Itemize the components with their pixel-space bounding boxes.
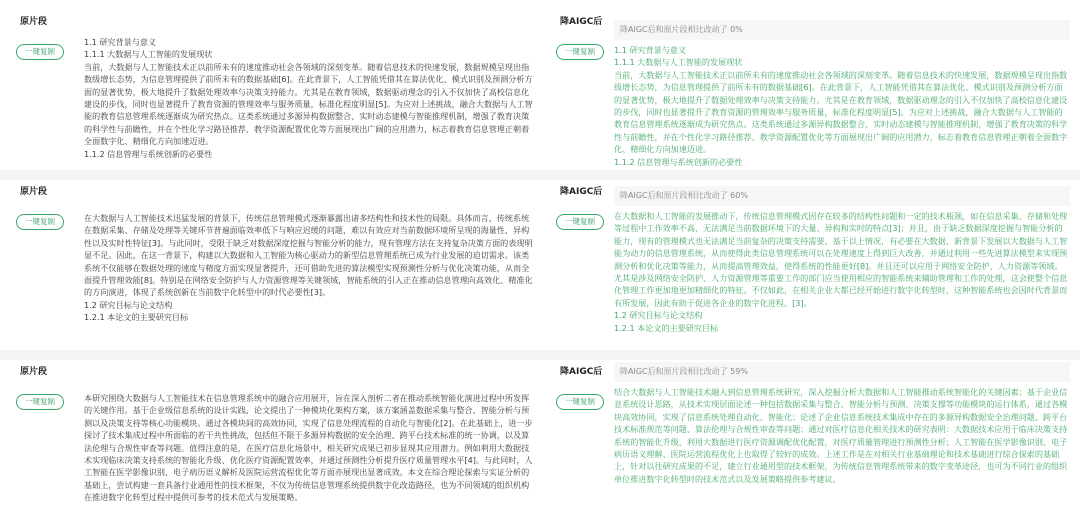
- comparison-row-3: [0, 360, 1080, 531]
- original-panel: [8, 10, 538, 170]
- rewritten-title: 降AIGC后: [560, 187, 603, 197]
- original-title: 原片段: [20, 17, 48, 27]
- original-text: 在大数据与人工智能技术迅猛发展的背景下，传统信息管理模式逐渐暴露出诸多结构性和技术性的局限。具体而言，传统系统在数据采集、存储及处理等关键环节普遍面临效率低下与响应迟缓的问题，难以有效应对当前数据环境所呈现的海量性、异构性以及实时性特征[3]。与此同时，受限于缺乏对数据深度挖掘与智能分析的能力，现有管理方法在支持复杂决策方面的表现明显不足。因此，在这一背景下，构建以大数据和人工智能为核心驱动力的新型信息管理系统已成为行业发展的迫切需求。该类系统不仅能够在数据处理的速度与精度方面实现显著提升，还可借助先进的算法模型实现预测性分析与优化决策功能，从而全面提升管理效能[8]。特别是在网络安全防护与人力资源管理等关键领域，智能系统的引入正在推动信息管理向高效化、精准化的方向演进，体现了系统创新在当前数字化转型中的时代必要性[3]。 1.2 研究目标与论文结构 1.2.1 本论文的主要研究目标: [84, 213, 533, 323]
- row-divider: [0, 350, 1080, 360]
- copy-button[interactable]: 一键复制: [556, 214, 604, 230]
- original-title: 原片段: [20, 187, 48, 197]
- comparison-row-2: [0, 180, 1080, 350]
- rewritten-panel: [548, 10, 1074, 170]
- copy-button[interactable]: 一键复制: [16, 44, 64, 60]
- rewritten-title: 降AIGC后: [560, 367, 603, 377]
- rewritten-panel: [548, 180, 1074, 350]
- rewritten-text: 结合大数据与人工智能技术融入到信息管理系统研究，深入挖掘分析大数据和人工智能推动系统智能化的关键因素；基于企业信息系统设计思路，从技术实现层面论述一种包括数据采集与整合、智能分析与预测、决策支撑等功能模块的运行体系，通过各模块高效协同，实现了信息系统处理自动化、智能化；论述了企业信息系统技术集成中存在的多源异构数据安全治理问题、跨平台技术标准规范等问题、算法伦理与合规性审查等问题；通过对医疗信息化相关技术的研究表明：大数据技术应用于临床决策支持系统的智能化升级，利用大数据进行医疗资源调配优化配置，对医疗质量管理进行预测性分析；人工智能在医学影像识别、电子病历语义理解、医院运营流程优化上也取得了较好的成效。上述工作是在对相关行业基础理论和技术基础进行综合探索的基础上，针对以往研究成果的不足，建立行业通用型的技术框架，为传统信息管理系统带来的数字变革途径，也可为不同行业的组织单位推进数字化转型时的技术范式以及发展策略提供参考建议。: [614, 387, 1068, 484]
- row-divider: [0, 170, 1080, 180]
- original-panel: [8, 360, 538, 531]
- copy-button[interactable]: 一键复制: [556, 394, 604, 410]
- copy-button[interactable]: 一键复制: [16, 394, 64, 410]
- rewritten-text: 1.1 研究背景与意义 1.1.1 大数据与人工智能的发展现状 当前，大数据与人工智能技术正以前所未有的速度推动社会各领域的深刻变革。随着信息技术的快速发展，数据规模呈现出指数级增长态势，为信息管理提供了前所未有的数据基础[6]。在此背景下，人工智能凭借其在算法优化、模式识别及预测分析方面的显著优势，极大地提升了数据处理效率与决策支持能力。尤其是在教育领域，数据驱动理念的引入不仅加快了高校信息化建设的步伐，同时也显著提升了教育资源的管理效率与服务质量，标准化程度明显[5]。为应对上述挑战，融合大数据与人工智能的教育信息管理系统逐渐成为研究热点。这类系统通过多源异构数据整合、实时动态建模与智能推理机制，增强了教育决策的科学性与前瞻性，并在个性化学习路径推荐、教学资源配置优化等方面展现出广阔的应用潜力，标志着教育信息管理正朝着全面数字化、精细化方向加速迈进。 1.1.2 信息管理与系统创新的必要性: [614, 45, 1068, 167]
- rewritten-title: 降AIGC后: [560, 17, 603, 27]
- original-title: 原片段: [20, 367, 48, 377]
- original-panel: [8, 180, 538, 350]
- change-summary: 降AIGC后和原片段相比改动了 60%: [614, 186, 1070, 206]
- original-text: 本研究围绕大数据与人工智能技术在信息管理系统中的融合应用展开，旨在深入剖析二者在推动系统智能化演进过程中所发挥的关键作用。基于企业级信息系统的设计实践，论文提出了一种模块化架构方案，该方案涵盖数据采集与整合、智能分析与预测以及决策支持等核心功能模块。通过各模块间的高效协同，实现了信息处理流程的自动化与智能化[2]。在此基础上，进一步探讨了技术集成过程中所面临的若干共性挑战，包括但不限于多源异构数据的安全治理、跨平台技术标准的统一协调，以及算法伦理与合规性审查等问题。值得注意的是，在医疗信息化场景中，相关研究成果已初步显现其应用潜力。例如利用大数据技术实现临床决策支持系统的智能化升级、优化医疗资源配置效率，并通过预测性分析提升医疗质量管理水平[4]。与此同时，人工智能在医学影像识别、电子病历语义解析及医院运营流程优化等方面亦展现出显著成效。本文在综合理论探索与实证分析的基础上，尝试构建一套具备行业通用性的技术框架，不仅为传统信息管理系统提供数字化改造路径，也为不同领域的组织机构在推进数字化转型过程中提供可参考的技术范式与发展策略。: [84, 393, 533, 503]
- original-text: 1.1 研究背景与意义 1.1.1 大数据与人工智能的发展现状 当前，大数据与人工智能技术正以前所未有的速度推动社会各领域的深刻变革。随着信息技术的快速发展，数据规模呈现出指数级增长态势，为信息管理提供了前所未有的数据基础[6]。在此背景下，人工智能凭借其在算法优化、模式识别及预测分析方面的显著优势，极大地提升了数据处理效率与决策支持能力。尤其是在教育领域，数据驱动理念的引入不仅加快了高校信息化建设的步伐，同时也显著提升了教育资源的管理效率与服务质量，标准化程度明显[5]。为应对上述挑战，融合大数据与人工智能的教育信息管理系统逐渐成为研究热点。这类系统通过多源异构数据整合、实时动态建模与智能推理机制，增强了教育决策的科学性与前瞻性，并在个性化学习路径推荐、教学资源配置优化等方面展现出广阔的应用潜力，标志着教育信息管理正朝着全面数字化、精细化方向加速迈进。 1.1.2 信息管理与系统创新的必要性: [84, 37, 533, 159]
- rewritten-panel: [548, 360, 1074, 531]
- change-summary: 降AIGC后和原片段相比改动了 0%: [614, 20, 1070, 40]
- copy-button[interactable]: 一键复制: [16, 214, 64, 230]
- rewritten-text: 在大数据和人工智能的发展推动下，传统信息管理模式因存在较多的结构性问题和一定的技术瓶颈，如在信息采集、存储和处理等过程中工作效率不高，无法满足当前数据环境下的大量、异构和实时的特点[3]；并且，由于缺乏数据深度挖掘与智能分析的能力，现有的管理模式也无法满足当前复杂的决策支持需要。基于以上情况，有必要在大数据、新背景下发展以大数据与人工智能为动力的信息管理系统，从而使得此类信息管理系统可以在处理速度上得到巨大改善，并通过利用一些先进算法模型来实现预测分析和优化决策等能力，从而提高管理效益，使得系统的性能更好[8]。并且还可以应用于网络安全防护、人力资源等领域。尤其是涉及网络安全防护、人力资源管理等重要工作的部门应当使用相应的智能系统来辅助管理和工作的处理，这会使整个信息化管理工作更加地更加精细化的特征。不仅如此，在相关企业大都已经开始进行数字化转型时，这种智能系统也会因时代背景而有所发展，因此有助于促进各企业的数字化进程。[3]。 1.2 研究目标与论文结构 1.2.1 本论文的主要研究目标: [614, 211, 1068, 333]
- copy-button[interactable]: 一键复制: [556, 44, 604, 60]
- comparison-row-1: [0, 10, 1080, 170]
- change-summary: 降AIGC后和原片段相比改动了 59%: [614, 362, 1070, 382]
